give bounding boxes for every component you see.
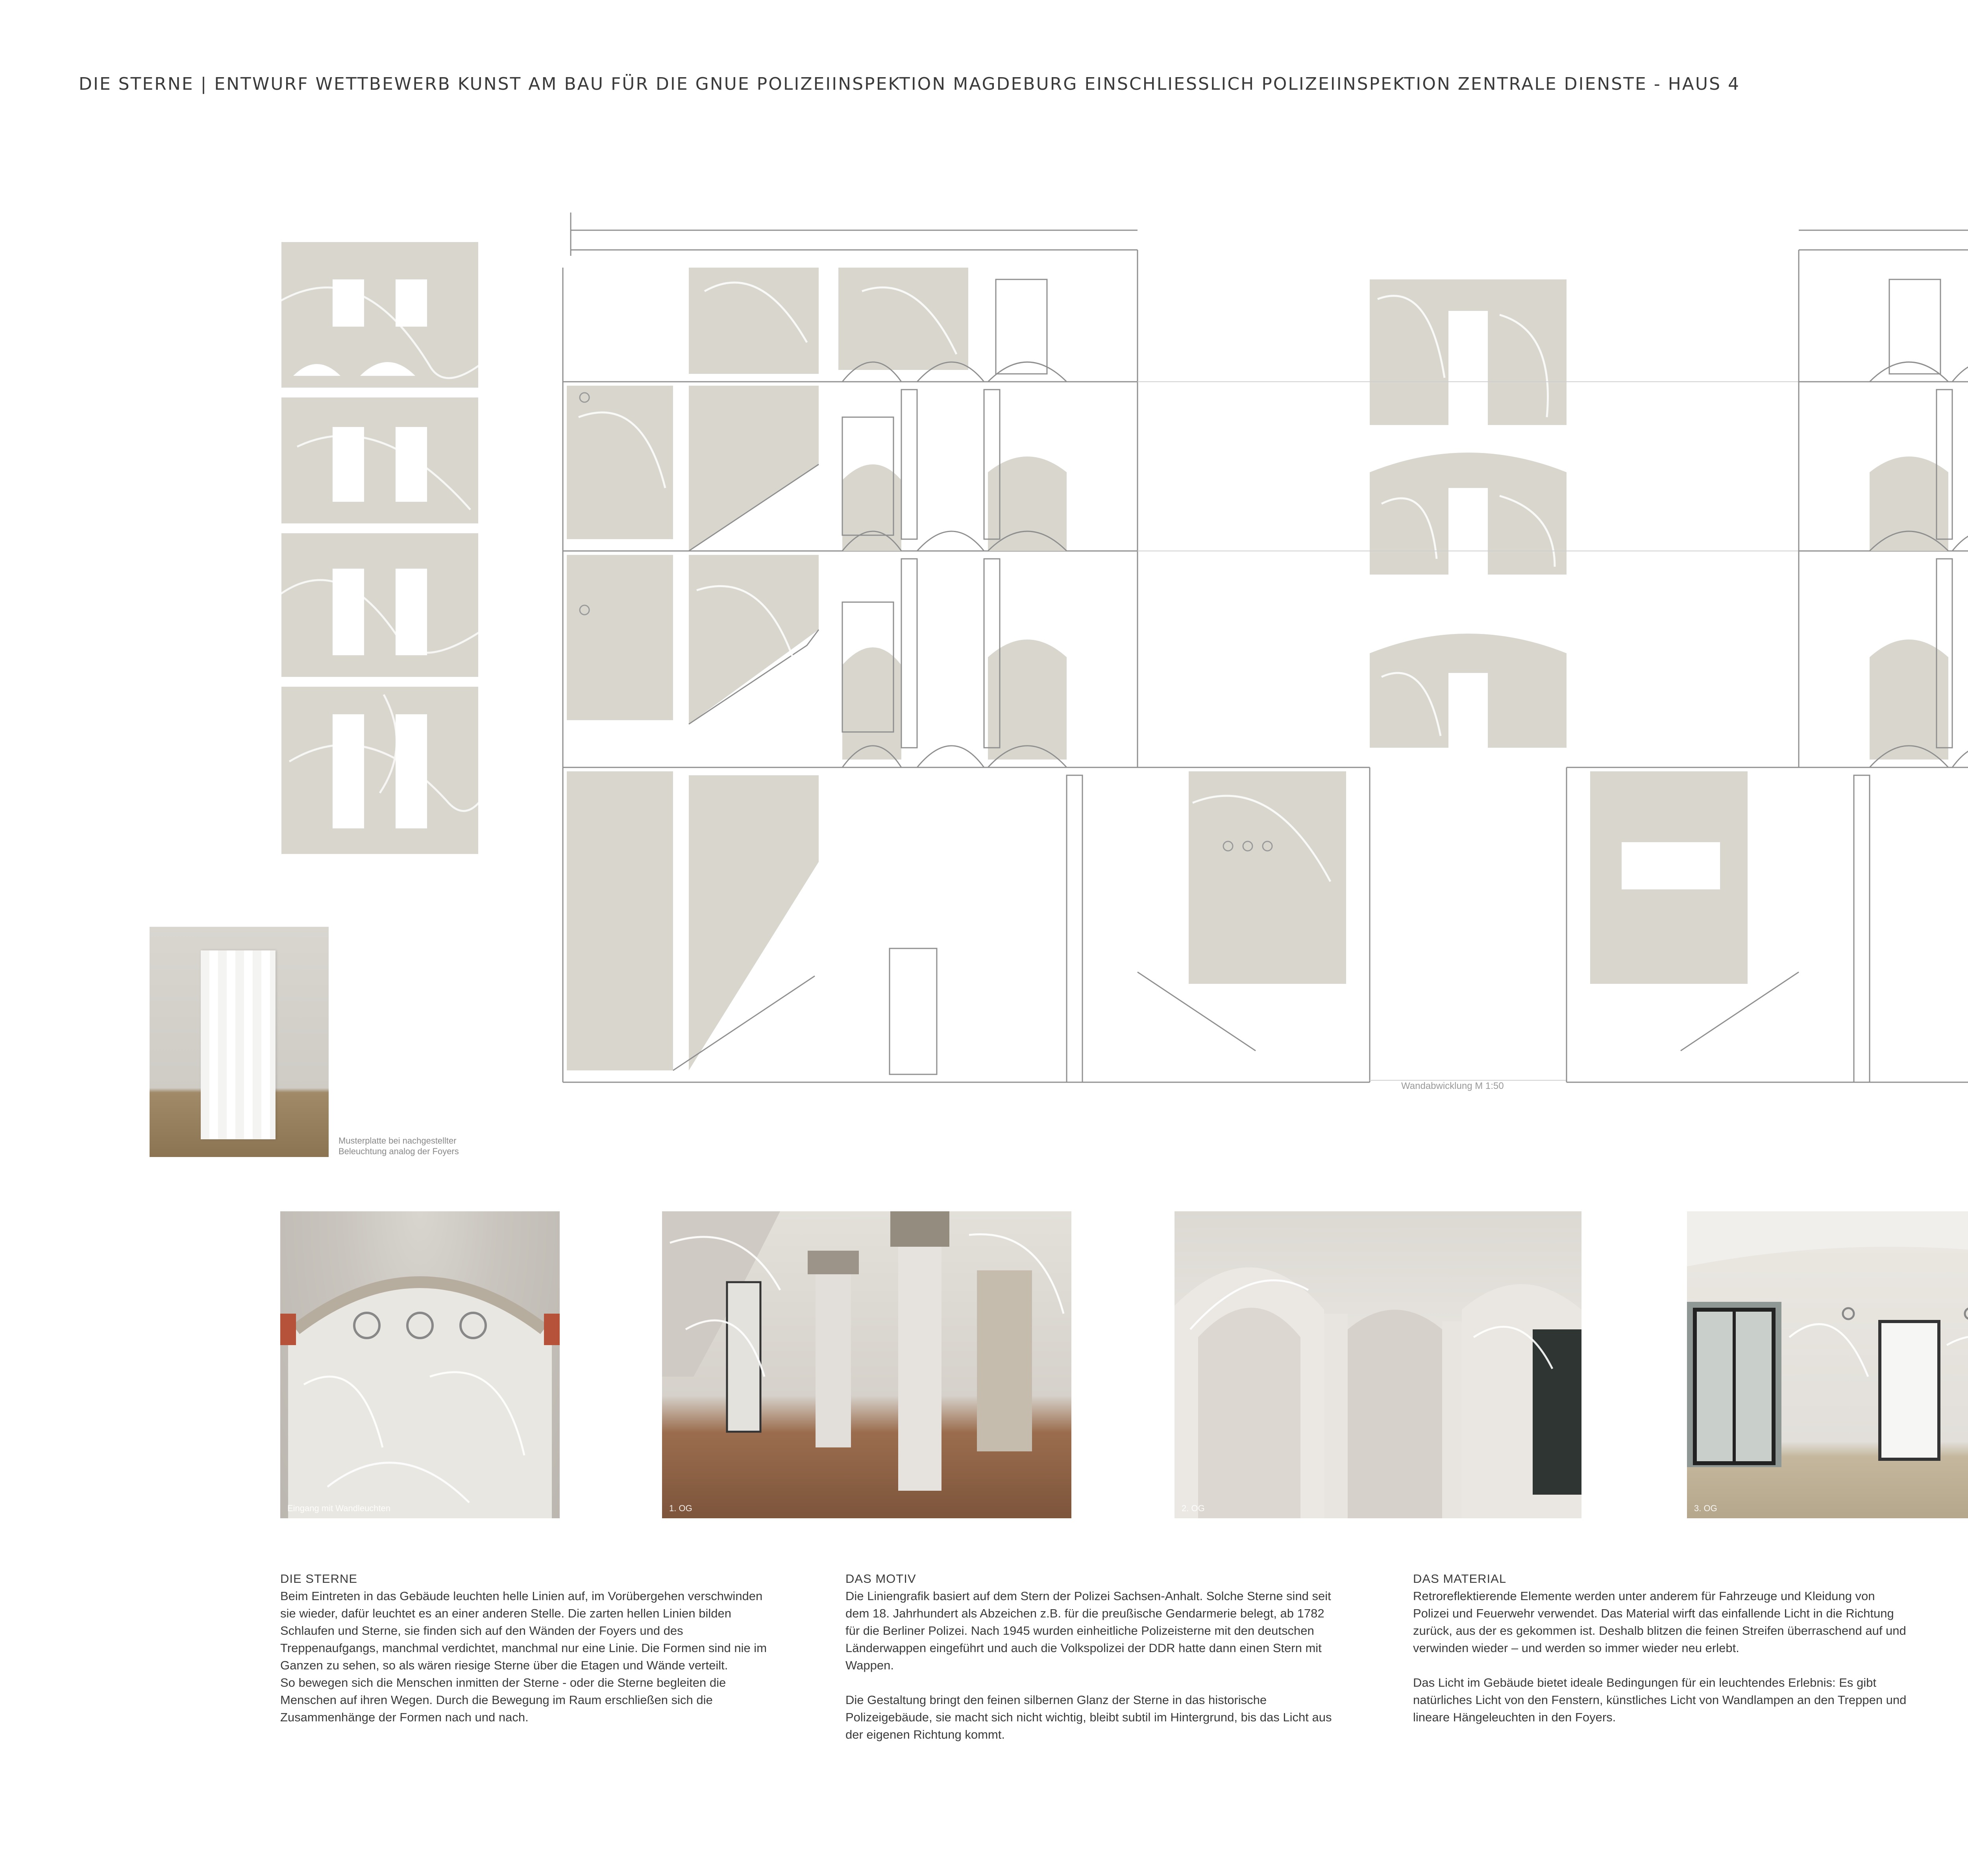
pattern-strip-illustration xyxy=(281,242,478,854)
page-title: DIE STERNE | ENTWURF WETTBEWERB KUNST AM BAU FÜR DIE GNUE POLIZEIINSPEKTION MAGDEBURG EINSCHLIESSLICH POLIZEIINSPEKTION ZENTRALE DIENSTE - HAUS 4 xyxy=(79,74,1740,94)
sample-plate-photo xyxy=(150,927,329,1157)
sample-plate xyxy=(201,950,276,1139)
column-paragraph: Beim Eintreten in das Gebäude leuchten helle Linien auf, im Vorübergehen verschwinden sie wieder, dafür leuchtet es an einer anderen Stelle. Die zarten hellen Linien bilden Schlaufen und Sterne, sie finden sich auf den Wänden der Foyers und des Treppenaufgangs, manchmal verdichtet, manchmal nur eine Linie. Die Formen sind nie im Ganzen zu sehen, so als wären riesige Sterne über die Etagen und Wände verteilt. xyxy=(280,1589,767,1672)
photo-entrance-wall-lights xyxy=(280,1211,560,1518)
column-paragraph: So bewegen sich die Menschen inmitten der Sterne - oder die Sterne begleiten die Menschen auf ihren Wegen. Durch die Bewegung im Raum erschließen sich die Zusammenhänge der Formen nach und nach. xyxy=(280,1676,726,1724)
photo-third-floor xyxy=(1687,1211,1968,1518)
photo-first-floor xyxy=(662,1211,1071,1518)
drawing-scale-note: Wandabwicklung M 1:50 xyxy=(1401,1081,1504,1091)
column-paragraph: Retroreflektierende Elemente werden unter anderem für Fahrzeuge und Kleidung von Polizei und Feuerwehr verwendet. Das Material wirft das einfallende Licht in die Richtung zurück, aus der es gekommen ist. Deshalb blitzen die feinen Streifen überraschend auf und verwinden wieder – und werden so immer wieder neu erlebt. xyxy=(1413,1589,1906,1655)
text-column-die-sterne xyxy=(280,1570,776,1726)
column-heading: DIE STERNE xyxy=(280,1572,358,1586)
text-column-das-motiv xyxy=(845,1570,1341,1743)
building-section-drawing xyxy=(523,213,1968,1114)
photo-caption: 1. OG xyxy=(669,1503,692,1513)
sample-plate-caption: Musterplatte bei nachgestellter Beleuchtung analog der Foyers xyxy=(338,1136,459,1156)
column-heading: DAS MATERIAL xyxy=(1413,1572,1507,1586)
photo-second-floor xyxy=(1175,1211,1581,1518)
column-heading: DAS MOTIV xyxy=(845,1572,916,1586)
column-paragraph: Die Gestaltung bringt den feinen silbernen Glanz der Sterne in das historische Polizeigebäude, sie macht sich nicht wichtig, bleibt subtil im Hintergrund, bis das Licht aus der eigenen Richtung kommt. xyxy=(845,1693,1332,1741)
column-paragraph: Das Licht im Gebäude bietet ideale Bedingungen für ein leuchtendes Erlebnis: Es gibt natürliches Licht von den Fenstern, künstliches Licht von Wandlampen an den Treppen und lineare Hängeleuchten in den Foyers. xyxy=(1413,1676,1907,1724)
text-column-das-material xyxy=(1413,1570,1909,1726)
photo-caption: Eingang mit Wandleuchten xyxy=(287,1503,391,1513)
column-paragraph: Die Liniengrafik basiert auf dem Stern der Polizei Sachsen-Anhalt. Solche Sterne sind seit dem 18. Jahrhundert als Abzeichen z.B. für die preußische Gendarmerie belegt, ab 1782 für die Berliner Polizei. Nach 1945 wurden einheitliche Polizeisterne mit den deutschen Länderwappen eingeführt und auch die Volkspolizei der DDR hatte dann einen Stern mit Wappen. xyxy=(845,1589,1331,1672)
photo-caption: 2. OG xyxy=(1182,1503,1205,1513)
photo-caption: 3. OG xyxy=(1694,1503,1717,1513)
